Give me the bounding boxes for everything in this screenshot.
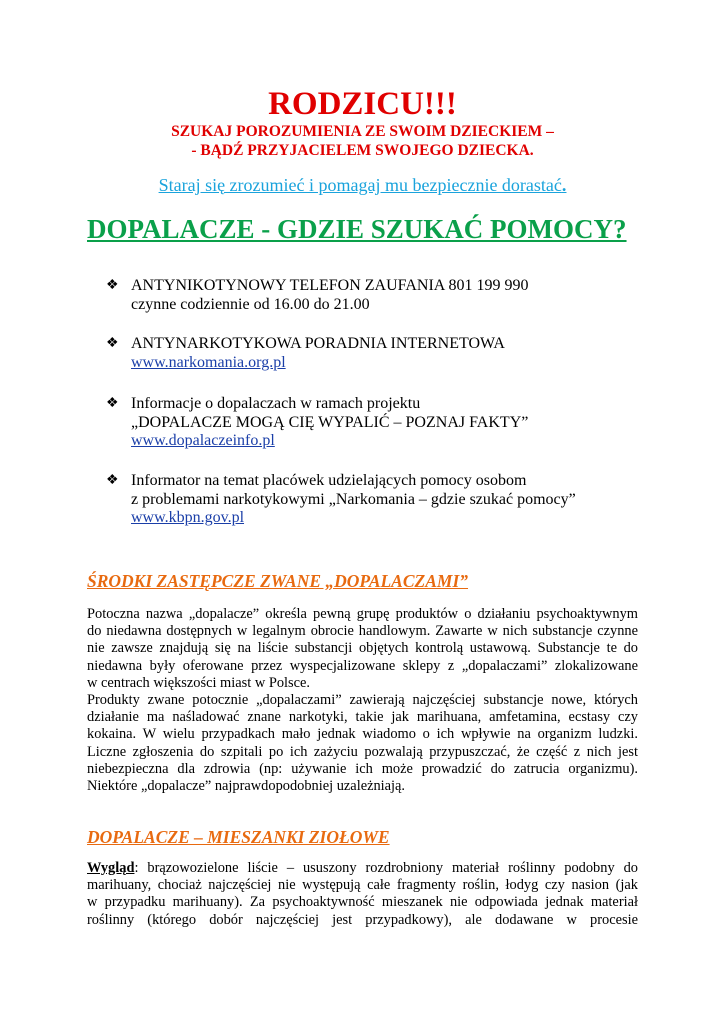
link-narkomania[interactable]: www.narkomania.org.pl — [131, 353, 286, 371]
help-item-line: Informacje o dopalaczach w ramach projektu — [131, 395, 421, 412]
paragraph-line: Potoczna nazwa „dopalacze” określa pewną grupę produktów o działaniu psychoaktywnym — [87, 606, 638, 622]
paragraph-text: : brązowozielone liście – ususzony rozdrobniony materiał roślinny podobny do — [134, 860, 638, 876]
paragraph-line: marihuany, chociaż najczęściej nie występują całe fragmenty roślin, łodyg czy nasion (jak — [87, 877, 638, 894]
paragraph-line: roślinny (którego dobór najczęściej jest przypadkowy), ale dodawane w procesie — [87, 911, 638, 928]
tagline-text: Staraj się zrozumieć i pomagaj mu bezpiecznie dorastać — [158, 175, 562, 195]
diamond-bullet-icon: ❖ — [106, 278, 119, 293]
diamond-bullet-icon: ❖ — [106, 396, 119, 411]
paragraph-line: niebezpieczna dla zdrowia (np: używanie ich może prowadzić do zatrucia organizmu). — [87, 760, 638, 777]
page-title: RODZICU!!! — [268, 86, 457, 122]
srodki-heading: ŚRODKI ZASTĘPCZE ZWANE „DOPALACZAMI” — [87, 571, 469, 591]
paragraph-line: kokaina. W wielu przypadkach mało jednak wiadomo o ich wpływie na organizm ludzki. — [87, 726, 638, 743]
help-item-line: ANTYNARKOTYKOWA PORADNIA INTERNETOWA — [131, 335, 505, 352]
link-dopalaczeinfo[interactable]: www.dopalaczeinfo.pl — [131, 432, 275, 449]
mieszanki-paragraph — [87, 860, 638, 929]
paragraph-line: Liczne zgłoszenia do szpitali po ich zażyciu pozwalają przypuszczać, że część z nich jest — [87, 743, 638, 760]
diamond-bullet-icon: ❖ — [106, 336, 119, 351]
tagline — [0, 174, 725, 196]
appearance-label: Wygląd — [87, 860, 135, 876]
paragraph-line: niedawna były oferowane przez wyspecjalizowane sklepy z „dopalaczami” zlokalizowane — [87, 657, 638, 674]
paragraph-line: w przypadku marihuany). Za psychoaktywność mieszanek nie odpowiada jednak materiał — [87, 894, 638, 911]
paragraph-line — [87, 860, 638, 877]
paragraph-line: w centrach większości miast w Polsce. — [87, 674, 310, 691]
help-item-line: ANTYNIKOTYNOWY TELEFON ZAUFANIA 801 199 990 — [131, 277, 529, 294]
paragraph-line: działanie ma naśladować znane narkotyki, takie jak marihuana, amfetamina, ecstasy czy — [87, 709, 638, 726]
diamond-bullet-icon: ❖ — [106, 473, 119, 488]
paragraph-line: do niedawna dostępnych w legalnym obrocie handlowym. Zawarte w nich substancje czynne — [87, 623, 638, 640]
link-kbpn[interactable]: www.kbpn.gov.pl — [131, 509, 245, 526]
srodki-paragraph — [87, 606, 638, 795]
help-item-line: z problemami narkotykowymi „Narkomania – gdzie szukać pomocy” — [131, 490, 576, 508]
help-item-line: Informator na temat placówek udzielających pomocy osobom — [131, 472, 527, 489]
subtitle-line-1: SZUKAJ POROZUMIENIA ZE SWOIM DZIECKIEM – — [171, 123, 554, 140]
mieszanki-heading: DOPALACZE – MIESZANKI ZIOŁOWE — [87, 827, 390, 847]
tagline-end: . — [561, 175, 567, 195]
paragraph-line: Niektóre „dopalacze” najprawdopodobniej uzależniają. — [87, 777, 406, 794]
help-item-line: czynne codziennie od 16.00 do 21.00 — [131, 295, 370, 313]
help-heading: DOPALACZE - GDZIE SZUKAĆ POMOCY? — [87, 214, 627, 244]
help-item-line: „DOPALACZE MOGĄ CIĘ WYPALIĆ – POZNAJ FAKTY” — [131, 413, 529, 431]
paragraph-line: Produkty zwane potocznie „dopalaczami” zawierają najczęściej substancje nowe, których — [87, 691, 638, 708]
subtitle-line-2: - BĄDŹ PRZYJACIELEM SWOJEGO DZIECKA. — [191, 142, 534, 159]
paragraph-line: nie zawsze znajdują się na liście substancji objętych kontrolą ustawową. Substancje te do — [87, 640, 638, 657]
